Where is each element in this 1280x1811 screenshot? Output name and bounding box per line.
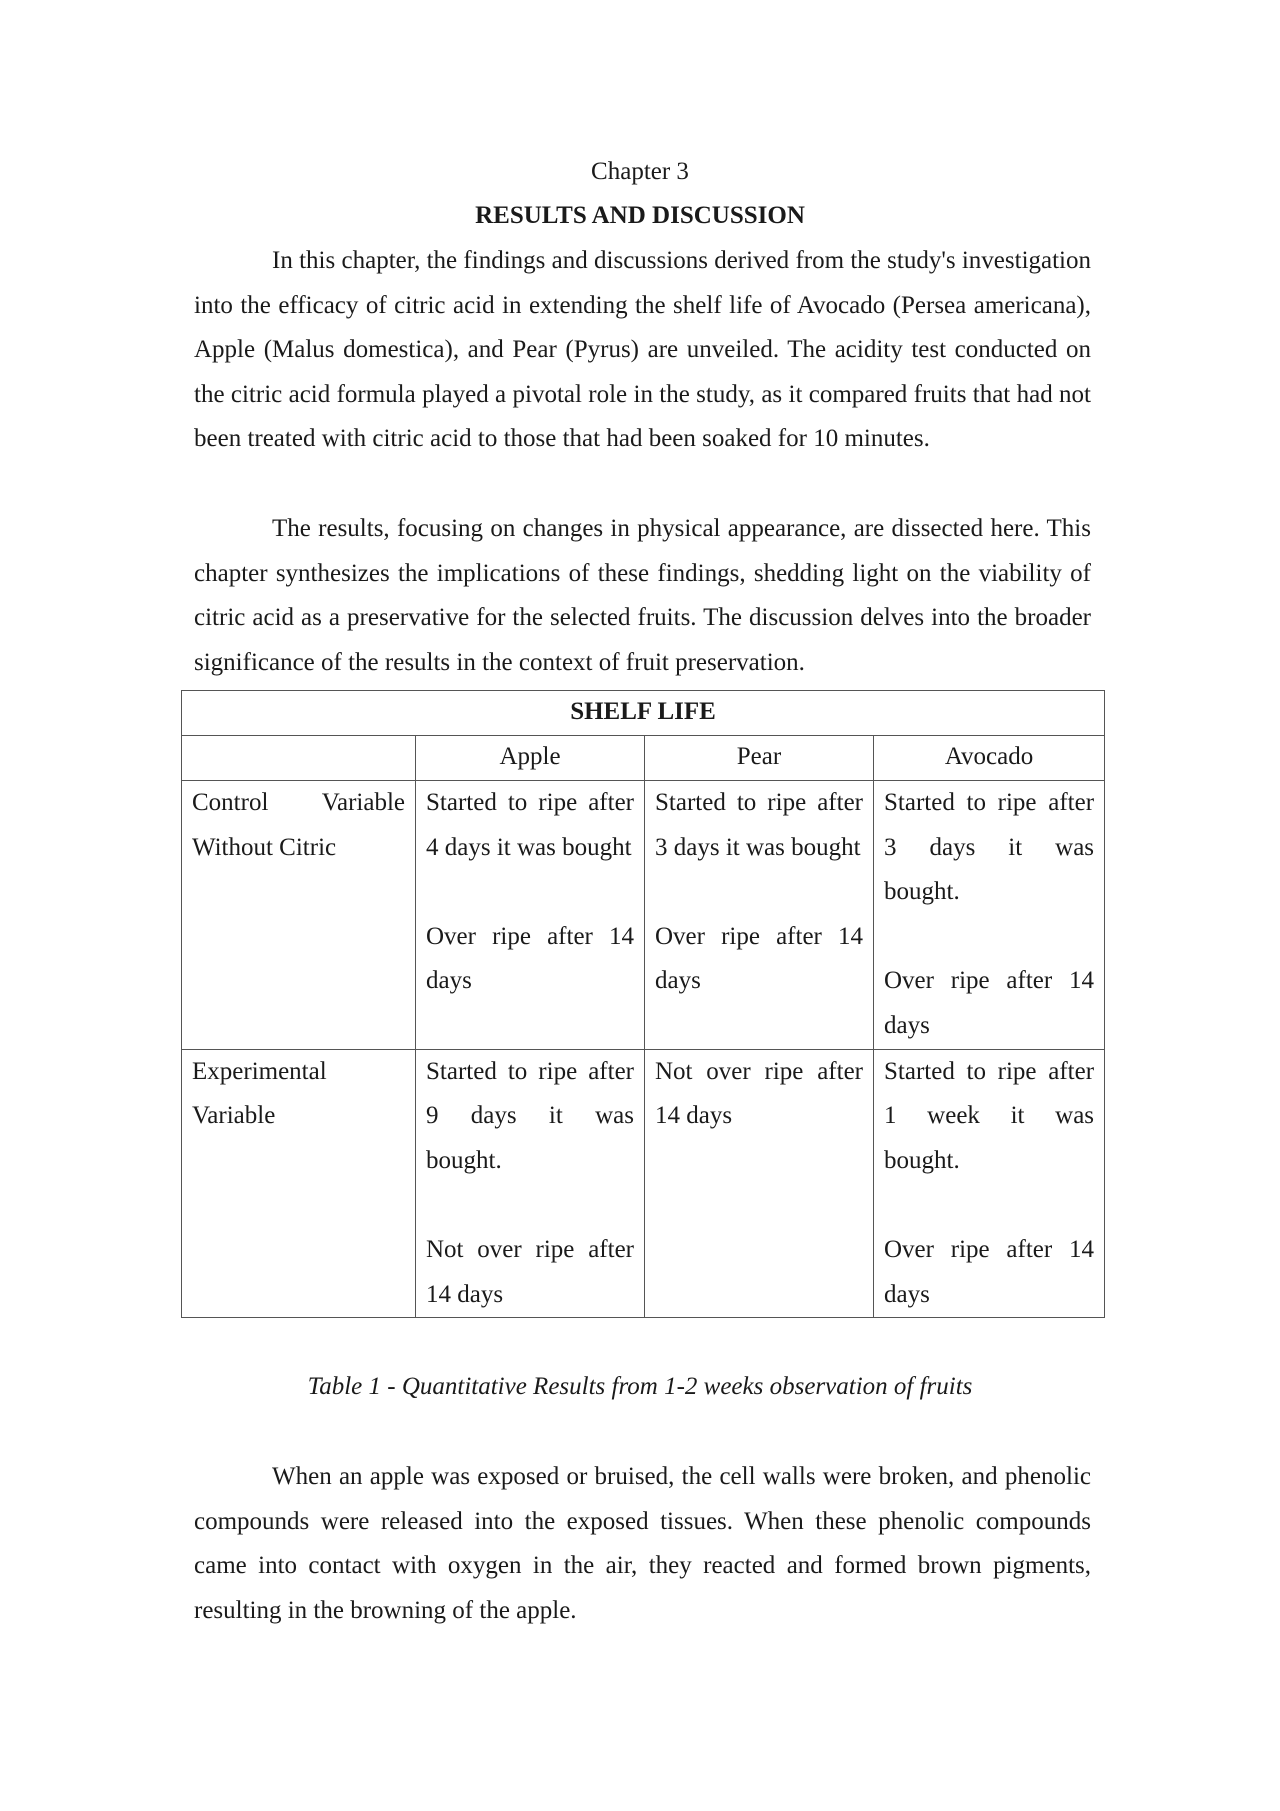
cell-experimental-pear — [645, 1049, 874, 1318]
table-title: SHELF LIFE — [182, 691, 1105, 736]
table-row-control — [182, 781, 1105, 1050]
cell-ripe-text: Not over ripe after 14 days — [655, 1057, 863, 1130]
intro-paragraph: In this chapter, the findings and discussions derived from the study's investigation into the efficacy of citric acid in extending the shelf life of Avocado (Persea americana), Apple (Malus domestica), and Pear (Pyrus) are unveiled. The acidity test conducted on the citric acid formula played a pivotal role in the study, as it compared fruits that had not been treated with citric acid to those that had been soaked for 10 minutes. — [194, 247, 1091, 453]
chapter-label: Chapter 3 — [591, 158, 689, 185]
section-heading: RESULTS AND DISCUSSION — [475, 202, 805, 229]
column-header-apple: Apple — [416, 736, 645, 781]
row-label-experimental: Experimental Variable — [182, 1049, 416, 1318]
empty-header-cell — [182, 736, 416, 781]
shelf-life-table — [181, 690, 1105, 1318]
browning-paragraph: When an apple was exposed or bruised, the cell walls were broken, and phenolic compounds were released into the exposed tissues. When these phenolic compounds came into contact with oxygen in the air, they reacted and formed brown pigments, resulting in the browning of the apple. — [194, 1463, 1091, 1624]
cell-overripe-text: Over ripe after 14 days — [884, 1235, 1095, 1308]
cell-ripe-text: Started to ripe after 9 days it was bought. — [426, 1057, 634, 1174]
cell-ripe-text: Started to ripe after 1 week it was bought. — [884, 1057, 1095, 1174]
row-label-control: Control Variable Without Citric — [182, 781, 416, 1050]
cell-control-avocado — [874, 781, 1105, 1050]
table-row-experimental — [182, 1049, 1105, 1318]
cell-overripe-text: Over ripe after 14 days — [655, 922, 863, 995]
cell-ripe-text: Started to ripe after 3 days it was bought — [655, 789, 863, 861]
cell-control-pear — [645, 781, 874, 1050]
column-header-pear: Pear — [645, 736, 874, 781]
cell-experimental-avocado — [874, 1049, 1105, 1318]
table-caption: Table 1 - Quantitative Results from 1-2 weeks observation of fruits — [307, 1373, 973, 1400]
cell-overripe-text: Over ripe after 14 days — [426, 922, 634, 995]
cell-overripe-text: Not over ripe after 14 days — [426, 1235, 634, 1308]
results-paragraph: The results, focusing on changes in physical appearance, are dissected here. This chapter synthesizes the implications of these findings, shedding light on the viability of citric acid as a preservative for the selected fruits. The discussion delves into the broader significance of the results in the context of fruit preservation. — [194, 515, 1091, 676]
cell-control-apple — [416, 781, 645, 1050]
table-header-row — [182, 736, 1105, 781]
table-title-row — [182, 691, 1105, 736]
column-header-avocado: Avocado — [874, 736, 1105, 781]
cell-experimental-apple — [416, 1049, 645, 1318]
cell-ripe-text: Started to ripe after 4 days it was bought — [426, 789, 634, 861]
cell-ripe-text: Started to ripe after 3 days it was bought. — [884, 789, 1095, 906]
cell-overripe-text: Over ripe after 14 days — [884, 967, 1095, 1039]
